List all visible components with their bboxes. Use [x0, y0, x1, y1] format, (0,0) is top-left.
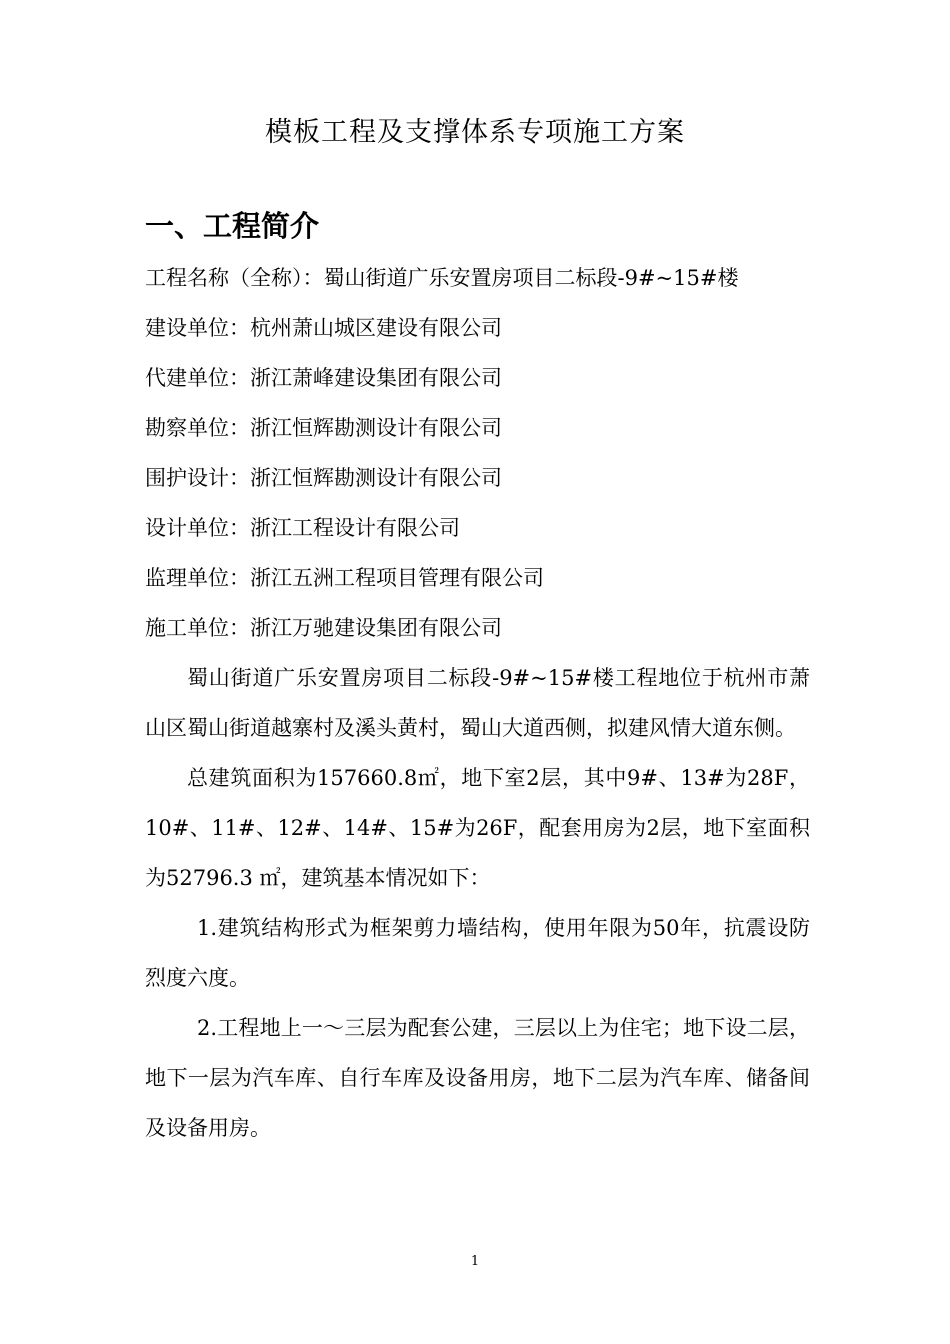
paragraph-area: 总建筑面积为157660.8㎡，地下室2层，其中9#、13#为28F，10#、11#、12#、14#、15#为26F，配套用房为2层，地下室面积为52796.3 ㎡，建筑基本情况如下：	[145, 766, 810, 890]
paragraph-floors: 2.工程地上一～三层为配套公建，三层以上为住宅；地下设二层，地下一层为汽车库、自行车库及设备用房，地下二层为汽车库、储备间及设备用房。	[145, 1016, 810, 1140]
info-value: 浙江五洲工程项目管理有限公司	[250, 566, 544, 590]
info-label: 围护设计：	[145, 466, 250, 490]
info-line-client	[145, 313, 502, 343]
info-line-supervision	[145, 563, 544, 593]
info-label: 建设单位：	[145, 316, 250, 340]
info-line-project-name	[145, 263, 738, 293]
info-value: 浙江工程设计有限公司	[250, 516, 460, 540]
section-heading: 一、工程简介	[145, 209, 320, 243]
info-line-contractor	[145, 613, 502, 643]
info-line-survey	[145, 413, 502, 443]
info-line-retaining-design	[145, 463, 502, 493]
info-value: 杭州萧山城区建设有限公司	[250, 316, 502, 340]
info-value: 蜀山街道广乐安置房项目二标段-9#~15#楼	[323, 266, 739, 290]
info-label: 监理单位：	[145, 566, 250, 590]
info-value: 浙江恒辉勘测设计有限公司	[250, 416, 502, 440]
paragraph-structure: 1.建筑结构形式为框架剪力墙结构，使用年限为50年，抗震设防烈度六度。	[145, 916, 810, 990]
info-label: 设计单位：	[145, 516, 250, 540]
info-value: 浙江万驰建设集团有限公司	[250, 616, 502, 640]
info-label: 代建单位：	[145, 366, 250, 390]
page-number: 1	[470, 1254, 480, 1269]
info-value: 浙江萧峰建设集团有限公司	[250, 366, 502, 390]
paragraph-location: 蜀山街道广乐安置房项目二标段-9#~15#楼工程地位于杭州市萧山区蜀山街道越寨村及溪头黄村，蜀山大道西侧，拟建风情大道东侧。	[145, 666, 810, 740]
info-value: 浙江恒辉勘测设计有限公司	[250, 466, 502, 490]
info-line-design	[145, 513, 460, 543]
info-line-agent-builder	[145, 363, 502, 393]
info-label: 勘察单位：	[145, 416, 250, 440]
info-label: 施工单位：	[145, 616, 250, 640]
info-label: 工程名称（全称）：	[145, 266, 324, 290]
document-title: 模板工程及支撑体系专项施工方案	[265, 117, 685, 148]
